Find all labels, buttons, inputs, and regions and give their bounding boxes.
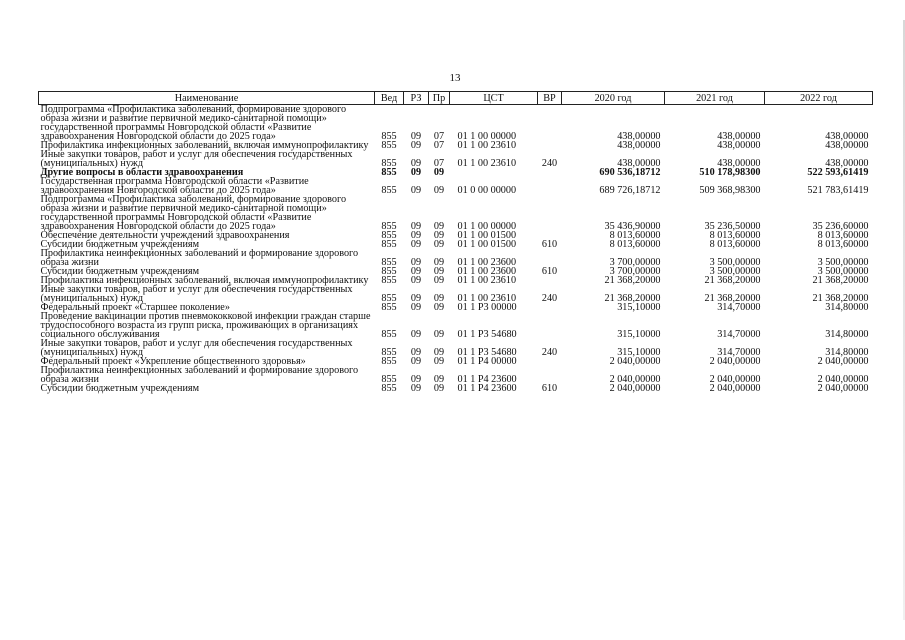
row-name: Профилактика инфекционных заболеваний, включая иммунопрофилактику xyxy=(40,275,369,286)
row-amount-2020: 438,00000 xyxy=(617,158,661,169)
row-amount-2020: 438,00000 xyxy=(617,131,661,142)
row-ved: 855 xyxy=(381,158,397,169)
page-number: 13 xyxy=(449,72,461,84)
row-rz: 09 xyxy=(410,239,422,250)
row-cst: 01 1 00 23600 xyxy=(457,257,517,268)
table-row xyxy=(39,384,873,393)
row-cst: 01 1 00 23610 xyxy=(457,293,517,304)
row-amount-2021: 314,70000 xyxy=(717,347,761,358)
row-amount-2020: 2 040,00000 xyxy=(609,374,661,385)
row-amount-2020: 35 436,90000 xyxy=(604,221,661,232)
row-rz: 09 xyxy=(410,158,422,169)
row-rz: 09 xyxy=(410,230,422,241)
row-amount-2022: 2 040,00000 xyxy=(817,374,869,385)
table-row xyxy=(39,195,873,231)
row-name: Проведение вакцинации против пневмококковой инфекции граждан старше трудоспособного возраста из групп риска, проживающих в организациях социального обслуживания xyxy=(40,311,371,340)
row-amount-2021: 8 013,60000 xyxy=(709,239,761,250)
row-amount-2022: 2 040,00000 xyxy=(817,356,869,367)
header-vr: ВР xyxy=(538,92,562,105)
row-ved: 855 xyxy=(381,185,397,196)
header-2021: 2021 год xyxy=(665,92,765,105)
row-vr xyxy=(538,168,562,177)
row-cst: 01 1 P4 23600 xyxy=(457,383,517,394)
row-amount-2022: 314,80000 xyxy=(825,329,869,340)
row-name: Подпрограмма «Профилактика заболеваний, формирование здорового образа жизни и развитие первичной медико-санитарной помощи» государственной программы Новгородской области «Развитие здравоохранения Новгородской области до 2025 года» xyxy=(40,194,347,232)
row-name: Обеспечение деятельности учреждений здравоохранения xyxy=(40,230,290,241)
row-ved: 855 xyxy=(381,383,397,394)
row-rz: 09 xyxy=(410,374,422,385)
row-amount-2022: 438,00000 xyxy=(825,140,869,151)
table-body xyxy=(39,105,873,394)
row-amount-2022: 314,80000 xyxy=(825,347,869,358)
row-rz: 09 xyxy=(410,293,422,304)
row-name: Субсидии бюджетным учреждениям xyxy=(40,266,200,277)
table-row xyxy=(39,339,873,357)
row-pr: 09 xyxy=(433,347,445,358)
row-amount-2020: 690 536,18712 xyxy=(599,167,661,178)
row-vr xyxy=(538,276,562,285)
row-ved: 855 xyxy=(381,221,397,232)
row-amount-2021: 8 013,60000 xyxy=(709,230,761,241)
table-row xyxy=(39,105,873,142)
row-amount-2021: 438,00000 xyxy=(717,131,761,142)
row-vr xyxy=(538,303,562,312)
row-amount-2022: 21 368,20000 xyxy=(812,293,869,304)
row-pr: 09 xyxy=(433,275,445,286)
row-ved: 855 xyxy=(381,131,397,142)
row-ved: 855 xyxy=(381,293,397,304)
row-name: Профилактика неинфекционных заболеваний и формирование здорового образа жизни xyxy=(40,365,359,385)
row-amount-2022: 522 593,61419 xyxy=(807,167,869,178)
row-ved: 855 xyxy=(381,140,397,151)
row-ved: 855 xyxy=(381,356,397,367)
row-rz: 09 xyxy=(410,302,422,313)
row-amount-2022: 8 013,60000 xyxy=(817,239,869,250)
row-amount-2020: 3 700,00000 xyxy=(609,266,661,277)
row-amount-2020: 8 013,60000 xyxy=(609,230,661,241)
row-pr: 09 xyxy=(433,329,445,340)
table-row xyxy=(39,249,873,267)
table-row xyxy=(39,312,873,339)
row-amount-2021: 438,00000 xyxy=(717,158,761,169)
row-amount-2020: 438,00000 xyxy=(617,140,661,151)
row-amount-2022: 21 368,20000 xyxy=(812,275,869,286)
row-rz: 09 xyxy=(410,221,422,232)
row-amount-2021: 21 368,20000 xyxy=(704,293,761,304)
row-amount-2021: 314,70000 xyxy=(717,302,761,313)
row-amount-2020: 3 700,00000 xyxy=(609,257,661,268)
row-amount-2022: 3 500,00000 xyxy=(817,257,869,268)
row-vr: 240 xyxy=(541,347,558,358)
row-ved: 855 xyxy=(381,230,397,241)
row-rz: 09 xyxy=(410,131,422,142)
row-cst: 01 1 00 23600 xyxy=(457,266,517,277)
row-amount-2021: 510 178,98300 xyxy=(699,167,761,178)
row-pr: 09 xyxy=(433,221,445,232)
row-pr: 09 xyxy=(433,266,445,277)
row-pr: 09 xyxy=(433,185,445,196)
row-pr: 09 xyxy=(433,167,445,178)
row-name: Иные закупки товаров, работ и услуг для обеспечения государственных (муниципальных) нужд xyxy=(40,149,353,169)
row-cst: 01 1 P3 54680 xyxy=(457,347,517,358)
row-rz: 09 xyxy=(410,167,422,178)
row-pr: 09 xyxy=(433,230,445,241)
row-amount-2021: 2 040,00000 xyxy=(709,374,761,385)
row-vr xyxy=(538,141,562,150)
row-amount-2020: 8 013,60000 xyxy=(609,239,661,250)
row-ved: 855 xyxy=(381,275,397,286)
row-amount-2022: 3 500,00000 xyxy=(817,266,869,277)
row-rz: 09 xyxy=(410,356,422,367)
row-vr: 610 xyxy=(541,383,558,394)
header-pr: Пр xyxy=(429,92,450,105)
row-pr: 07 xyxy=(433,158,445,169)
row-amount-2021: 509 368,98300 xyxy=(699,185,761,196)
row-ved: 855 xyxy=(381,374,397,385)
row-amount-2021: 3 500,00000 xyxy=(709,266,761,277)
row-name: Профилактика неинфекционных заболеваний и формирование здорового образа жизни xyxy=(40,248,359,268)
row-amount-2021: 21 368,20000 xyxy=(704,275,761,286)
row-rz: 09 xyxy=(410,140,422,151)
row-vr: 240 xyxy=(541,293,558,304)
row-name: Другие вопросы в области здравоохранения xyxy=(40,167,244,178)
row-vr xyxy=(538,177,562,195)
table-header-row xyxy=(39,92,873,105)
budget-table xyxy=(38,91,873,393)
row-name: Субсидии бюджетным учреждениям xyxy=(40,383,200,394)
row-ved: 855 xyxy=(381,329,397,340)
header-2022: 2022 год xyxy=(765,92,873,105)
row-cst: 01 1 00 23610 xyxy=(457,158,517,169)
row-name: Профилактика инфекционных заболеваний, включая иммунопрофилактику xyxy=(40,140,369,151)
row-name: Субсидии бюджетным учреждениям xyxy=(40,239,200,250)
row-vr: 240 xyxy=(541,158,558,169)
row-vr xyxy=(538,357,562,366)
row-ved: 855 xyxy=(381,167,397,178)
row-ved: 855 xyxy=(381,266,397,277)
row-rz: 09 xyxy=(410,275,422,286)
row-vr xyxy=(538,195,562,231)
row-name: Иные закупки товаров, работ и услуг для обеспечения государственных (муниципальных) нужд xyxy=(40,338,353,358)
row-amount-2021: 314,70000 xyxy=(717,329,761,340)
row-pr: 09 xyxy=(433,374,445,385)
row-vr: 610 xyxy=(541,266,558,277)
row-amount-2020: 689 726,18712 xyxy=(599,185,661,196)
row-pr: 07 xyxy=(433,140,445,151)
row-amount-2020: 2 040,00000 xyxy=(609,356,661,367)
row-rz: 09 xyxy=(410,347,422,358)
row-ved: 855 xyxy=(381,347,397,358)
row-amount-2021: 438,00000 xyxy=(717,140,761,151)
row-cst: 01 1 00 00000 xyxy=(457,131,517,142)
row-vr xyxy=(538,312,562,339)
row-amount-2022: 438,00000 xyxy=(825,158,869,169)
row-amount-2020: 2 040,00000 xyxy=(609,383,661,394)
row-name: Иные закупки товаров, работ и услуг для обеспечения государственных (муниципальных) нужд xyxy=(40,284,353,304)
row-cst: 01 1 00 01500 xyxy=(457,230,517,241)
row-amount-2021: 2 040,00000 xyxy=(709,356,761,367)
row-pr: 09 xyxy=(433,257,445,268)
table-row xyxy=(39,150,873,168)
row-vr xyxy=(538,249,562,267)
row-rz: 09 xyxy=(410,185,422,196)
row-cst: 01 0 00 00000 xyxy=(457,185,517,196)
row-amount-2021: 35 236,50000 xyxy=(704,221,761,232)
row-cst: 01 1 P3 54680 xyxy=(457,329,517,340)
row-ved: 855 xyxy=(381,257,397,268)
header-name: Наименование xyxy=(39,92,375,105)
row-rz: 09 xyxy=(410,383,422,394)
row-rz: 09 xyxy=(410,329,422,340)
row-cst: 01 1 00 01500 xyxy=(457,239,517,250)
row-cst: 01 1 00 23610 xyxy=(457,140,517,151)
table-row xyxy=(39,285,873,303)
row-rz: 09 xyxy=(410,257,422,268)
row-vr xyxy=(538,366,562,384)
row-cst: 01 1 P4 23600 xyxy=(457,374,517,385)
row-cst: 01 1 00 00000 xyxy=(457,221,517,232)
row-vr xyxy=(538,105,562,142)
row-name: Федеральный проект «Старшее поколение» xyxy=(40,302,230,313)
row-amount-2022: 35 236,60000 xyxy=(812,221,869,232)
header-cst: ЦСТ xyxy=(450,92,538,105)
header-ved: Вед xyxy=(375,92,404,105)
row-cst: 01 1 00 23610 xyxy=(457,275,517,286)
table-row xyxy=(39,177,873,195)
row-amount-2022: 438,00000 xyxy=(825,131,869,142)
header-2020: 2020 год xyxy=(562,92,665,105)
row-amount-2020: 315,10000 xyxy=(617,347,661,358)
row-amount-2022: 2 040,00000 xyxy=(817,383,869,394)
row-name: Подпрограмма «Профилактика заболеваний, формирование здорового образа жизни и развитие первичной медико-санитарной помощи» государственной программы Новгородской области «Развитие здравоохранения Новгородской области до 2025 года» xyxy=(40,104,347,142)
row-pr: 09 xyxy=(433,383,445,394)
table-row xyxy=(39,366,873,384)
row-ved: 855 xyxy=(381,302,397,313)
row-pr: 07 xyxy=(433,131,445,142)
row-cst: 01 1 P4 00000 xyxy=(457,356,517,367)
header-rz: РЗ xyxy=(404,92,429,105)
row-rz: 09 xyxy=(410,266,422,277)
row-pr: 09 xyxy=(433,302,445,313)
row-ved: 855 xyxy=(381,239,397,250)
row-amount-2020: 21 368,20000 xyxy=(604,275,661,286)
row-amount-2020: 315,10000 xyxy=(617,329,661,340)
row-amount-2021: 3 500,00000 xyxy=(709,257,761,268)
row-amount-2021: 2 040,00000 xyxy=(709,383,761,394)
row-pr: 09 xyxy=(433,293,445,304)
row-amount-2022: 521 783,61419 xyxy=(807,185,869,196)
row-name: Государственная программа Новгородской области «Развитие здравоохранения Новгородской области до 2025 года» xyxy=(40,176,309,196)
row-pr: 09 xyxy=(433,239,445,250)
row-amount-2020: 21 368,20000 xyxy=(604,293,661,304)
row-pr: 09 xyxy=(433,356,445,367)
row-vr: 610 xyxy=(541,239,558,250)
row-cst: 01 1 P3 00000 xyxy=(457,302,517,313)
row-amount-2022: 314,80000 xyxy=(825,302,869,313)
row-amount-2020: 315,10000 xyxy=(617,302,661,313)
row-cst xyxy=(450,168,538,177)
row-amount-2022: 8 013,60000 xyxy=(817,230,869,241)
row-name: Федеральный проект «Укрепление общественного здоровья» xyxy=(40,356,306,367)
